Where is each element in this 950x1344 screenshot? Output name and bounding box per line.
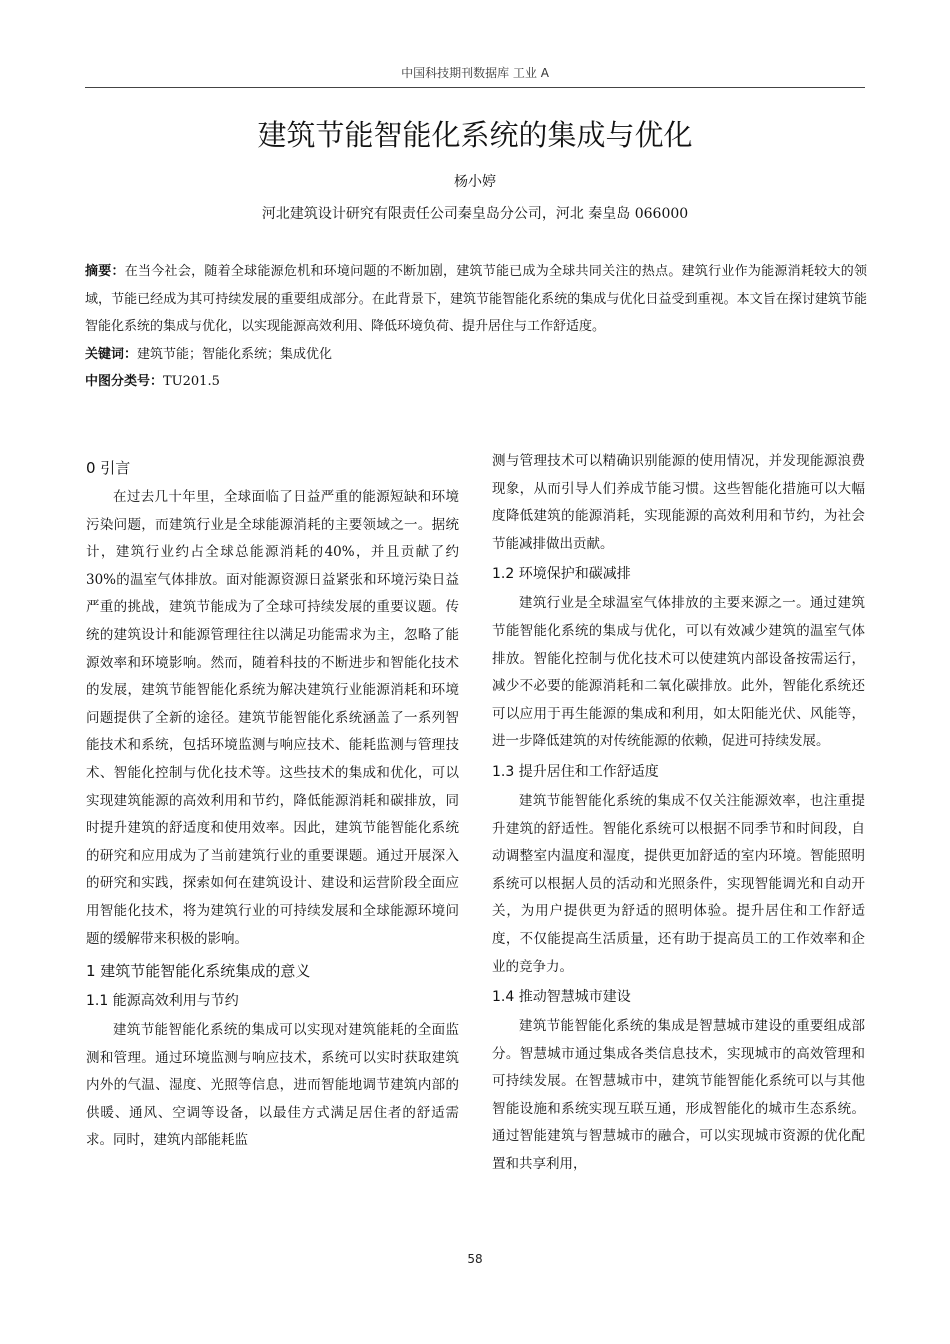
keywords-text: 建筑节能；智能化系统；集成优化 <box>137 346 333 362</box>
abstract-paragraph <box>85 258 867 341</box>
section-1-3-paragraph: 建筑节能智能化系统的集成不仅关注能源效率，也注重提升建筑的舒适性。智能化系统可以根据不同季节和时间段，自动调整室内温度和湿度，提供更加舒适的室内环境。智能照明系统可以根据人员的活动和光照条件，实现智能调光和自动开关，为用户提供更为舒适的照明体验。提升居住和工作舒适度，不仅能提高生活质量，还有助于提高员工的工作效率和企业的竞争力。 <box>492 792 865 975</box>
clc-code: TU201.5 <box>163 374 220 389</box>
abstract-text: 在当今社会，随着全球能源危机和环境问题的不断加剧，建筑节能已成为全球共同关注的热点。建筑行业作为能源消耗较大的领域，节能已经成为其可持续发展的重要组成部分。在此背景下，建筑节能智能化系统的集成与优化日益受到重视。本文旨在探讨建筑节能智能化系统的集成与优化，以实现能源高效利用、降低环境负荷、提升居住与工作舒适度。 <box>85 264 867 334</box>
header-rule <box>85 87 865 88</box>
page-number: 58 <box>467 1252 483 1266</box>
abstract-label: 摘要： <box>85 264 125 279</box>
section-1-3-heading: 1.3 提升居住和工作舒适度 <box>492 763 659 780</box>
section-0-heading: 0 引言 <box>86 459 131 477</box>
clc-line <box>85 368 867 396</box>
left-column <box>86 448 459 1155</box>
section-1-1-heading: 1.1 能源高效利用与节约 <box>86 993 239 1010</box>
section-1-heading: 1 建筑节能智能化系统集成的意义 <box>86 962 311 981</box>
section-1-2-heading: 1.2 环境保护和碳减排 <box>492 566 631 583</box>
section-1-1-paragraph-continued: 测与管理技术可以精确识别能源的使用情况，并发现能源浪费现象，从而引导人们养成节能习惯。这些智能化措施可以大幅度降低建筑的能源消耗，实现能源的高效利用和节约，为社会节能减排做出贡献。 <box>492 453 865 552</box>
paper-title: 建筑节能智能化系统的集成与优化 <box>257 118 693 152</box>
section-1-4-heading: 1.4 推动智慧城市建设 <box>492 989 631 1006</box>
section-1-4-paragraph: 建筑节能智能化系统的集成是智慧城市建设的重要组成部分。智慧城市通过集成各类信息技术，实现城市的高效管理和可持续发展。在智慧城市中，建筑节能智能化系统可以与其他智能设施和系统实现互联互通，形成智能化的城市生态系统。通过智能建筑与智慧城市的融合，可以实现城市资源的优化配置和共享利用， <box>492 1018 865 1173</box>
section-1-1-paragraph-start: 建筑节能智能化系统的集成可以实现对建筑能耗的全面监测和管理。通过环境监测与响应技术，系统可以实时获取建筑内外的气温、湿度、光照等信息，进而智能地调节建筑内部的供暖、通风、空调等设备，以最佳方式满足居住者的舒适需求。同时，建筑内部能耗监 <box>86 1022 459 1149</box>
author-affiliation: 河北建筑设计研究有限责任公司秦皇岛分公司，河北 秦皇岛 066000 <box>261 206 689 222</box>
abstract-block <box>85 258 867 396</box>
clc-label: 中图分类号： <box>85 374 164 389</box>
keywords-label: 关键词： <box>85 346 138 362</box>
running-header: 中国科技期刊数据库 工业 A <box>401 66 549 80</box>
author-name: 杨小婷 <box>454 174 496 190</box>
keywords-line <box>85 341 867 369</box>
right-column <box>492 448 865 1179</box>
section-1-2-paragraph: 建筑行业是全球温室气体排放的主要来源之一。通过建筑节能智能化系统的集成与优化，可以有效减少建筑的温室气体排放。智能化控制与优化技术可以使建筑内部设备按需运行，减少不必要的能源消耗和二氧化碳排放。此外，智能化系统还可以应用于再生能源的集成和利用，如太阳能光伏、风能等，进一步降低建筑的对传统能源的依赖，促进可持续发展。 <box>492 595 865 750</box>
section-0-paragraph: 在过去几十年里，全球面临了日益严重的能源短缺和环境污染问题，而建筑行业是全球能源消耗的主要领域之一。据统计，建筑行业约占全球总能源消耗的40%，并且贡献了约 30%的温室气体排放。面对能源资源日益紧张和环境污染日益严重的挑战，建筑节能成为了全球可持续发展的重要议题。传统的建筑设计和能源管理往往以满足功能需求为主，忽略了能源效率和环境影响。然而，随着科技的不断进步和智能化技术的发展，建筑节能智能化系统为解决建筑行业能源消耗和环境问题提供了全新的途径。建筑节能智能化系统涵盖了一系列智能技术和系统，包括环境监测与响应技术、能耗监测与管理技术、智能化控制与优化技术等。这些技术的集成和优化，可以实现建筑能源的高效利用和节约，降低能源消耗和碳排放，同时提升建筑的舒适度和使用效率。因此，建筑节能智能化系统的研究和应用成为了当前建筑行业的重要课题。通过开展深入的研究和实践，探索如何在建筑设计、建设和运营阶段全面应用智能化技术，将为建筑行业的可持续发展和全球能源环境问题的缓解带来积极的影响。 <box>86 489 459 947</box>
